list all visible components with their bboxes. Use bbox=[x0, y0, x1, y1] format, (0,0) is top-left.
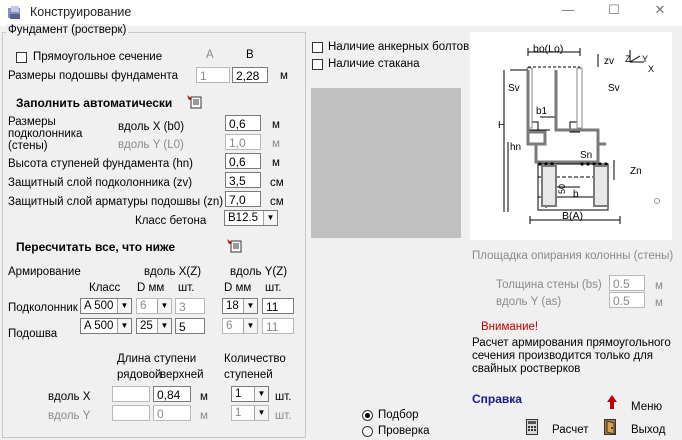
wall-thickness-field[interactable]: 0.5 bbox=[609, 275, 645, 291]
mode-check-radio[interactable] bbox=[362, 426, 373, 437]
base-unit: м bbox=[280, 70, 288, 82]
chevron-down-icon: ▼ bbox=[117, 319, 131, 333]
step-y-pcs: шт. bbox=[275, 410, 292, 422]
podosh-dx-value: 25 bbox=[140, 320, 153, 332]
step-height-unit: м bbox=[272, 157, 280, 169]
along-y-as-unit: м bbox=[655, 297, 663, 309]
warning-line-2: сечения производится только для bbox=[472, 350, 654, 362]
cover-podk-unit: см bbox=[270, 177, 284, 189]
col-b-header: B bbox=[246, 49, 254, 61]
menu-arrow-icon[interactable] bbox=[606, 394, 618, 410]
autofill-label: Заполнить автоматически bbox=[16, 96, 173, 110]
step-x-pcs: шт. bbox=[275, 391, 292, 403]
podk-label-3: (стены) bbox=[8, 140, 48, 152]
podk-dy-select[interactable] bbox=[222, 298, 258, 314]
mode-check-label: Проверка bbox=[378, 425, 430, 437]
minimize-icon[interactable]: — bbox=[561, 2, 575, 17]
ny-header: шт. bbox=[265, 282, 282, 294]
cover-sole-field[interactable]: 7,0 bbox=[225, 191, 261, 207]
exit-door-icon[interactable] bbox=[604, 419, 618, 436]
reinf-along-x: вдоль X(Z) bbox=[144, 266, 202, 278]
recalc-label: Пересчитать все, что ниже bbox=[16, 240, 176, 254]
window-title: Конструирование bbox=[30, 5, 132, 19]
podosh-ny-field[interactable]: 11 bbox=[262, 318, 294, 334]
length-header-2a: рядовой bbox=[117, 369, 162, 381]
glass-label: Наличие стакана bbox=[328, 58, 420, 70]
cover-podk-label: Защитный слой подколонника (zv) bbox=[8, 177, 193, 189]
rect-section-label: Прямоугольное сечение bbox=[33, 51, 163, 63]
podosh-class-select[interactable] bbox=[80, 318, 132, 334]
rect-section-checkbox[interactable] bbox=[16, 52, 27, 63]
step-height-field[interactable]: 0,6 bbox=[225, 153, 261, 169]
label-Sn: Sn bbox=[580, 150, 593, 161]
label-50: 50 bbox=[557, 183, 568, 195]
base-a-field[interactable]: 1 bbox=[196, 67, 230, 83]
chevron-down-icon: ▼ bbox=[254, 406, 268, 420]
step-height-label: Высота ступеней фундамента (hn) bbox=[8, 158, 193, 170]
podk-ny-field[interactable]: 11 bbox=[262, 298, 294, 314]
label-BA: B(A) bbox=[562, 210, 583, 222]
chevron-down-icon: ▼ bbox=[263, 211, 277, 225]
label-sv-right: Sv bbox=[608, 83, 620, 94]
reinf-along-y: вдоль Y(Z) bbox=[230, 266, 288, 278]
label-b0L0: bo(Lo) bbox=[533, 43, 564, 55]
calculator-icon[interactable] bbox=[526, 419, 538, 435]
base-size-label: Размеры подошвы фундамента bbox=[8, 70, 178, 82]
steps-along-y-label: вдоль Y bbox=[48, 410, 91, 422]
label-zn: Zn bbox=[630, 166, 642, 177]
step-x-count-value: 1 bbox=[235, 388, 242, 400]
podk-dy-value: 18 bbox=[226, 300, 239, 312]
mode-selection-radio[interactable] bbox=[362, 410, 373, 421]
along-y-label: вдоль Y (L0) bbox=[118, 139, 184, 151]
steps-along-x-label: вдоль X bbox=[48, 391, 91, 403]
glass-checkbox[interactable] bbox=[312, 59, 323, 70]
step-y-unit: м bbox=[200, 410, 208, 422]
podosh-dx-select[interactable] bbox=[136, 318, 172, 334]
preview-panel bbox=[311, 88, 461, 238]
chevron-down-icon: ▼ bbox=[243, 319, 257, 333]
menu-button[interactable]: Меню bbox=[631, 401, 663, 413]
warning-line-3: свайных ростверков bbox=[472, 363, 581, 375]
podk-label-1: Размеры bbox=[8, 116, 56, 128]
base-b-field[interactable]: 2,28 bbox=[232, 67, 268, 83]
podk-nx-field[interactable]: 3 bbox=[175, 298, 205, 314]
along-y-as-field[interactable]: 0.5 bbox=[609, 292, 645, 308]
cover-sole-label: Защитный слой арматуры подошвы (zn) bbox=[8, 196, 224, 208]
along-x-field[interactable]: 0,6 bbox=[225, 115, 261, 131]
podk-class-value: A 500 bbox=[84, 300, 114, 312]
anchor-bolts-checkbox[interactable] bbox=[312, 42, 323, 53]
warning-line-1: Расчет армирования прямоугольного bbox=[472, 337, 671, 349]
anchor-bolts-label: Наличие анкерных болтов bbox=[328, 41, 470, 53]
app-icon bbox=[6, 4, 24, 22]
step-x-top-field[interactable]: 0,84 bbox=[153, 386, 191, 402]
col-a-header: A bbox=[206, 49, 214, 61]
label-H: H bbox=[498, 120, 506, 131]
dy-header: D мм bbox=[224, 282, 252, 294]
cover-sole-unit: см bbox=[270, 196, 284, 208]
column-platform-title: Площадка опирания колонны (стены) bbox=[472, 250, 674, 262]
along-x-unit: м bbox=[272, 119, 280, 131]
podosh-nx-field[interactable]: 5 bbox=[175, 318, 205, 334]
warning-title: Внимание! bbox=[481, 321, 539, 333]
count-header-2: ступеней bbox=[224, 369, 273, 381]
exit-button[interactable]: Выход bbox=[631, 424, 666, 436]
length-header-1: Длина ступени bbox=[117, 353, 197, 365]
chevron-down-icon: ▼ bbox=[254, 387, 268, 401]
count-header-1: Количество bbox=[224, 353, 286, 365]
wall-thickness-label: Толщина стены (bs) bbox=[496, 279, 602, 291]
label-zv: zv bbox=[604, 56, 614, 67]
cover-podk-field[interactable]: 3,5 bbox=[225, 172, 261, 188]
podosh-dy-value: 6 bbox=[226, 320, 233, 332]
concrete-class-value: B12.5 bbox=[228, 212, 259, 224]
class-header: Класс bbox=[89, 282, 121, 294]
foundation-group-title: Фундамент (ростверк) bbox=[8, 24, 127, 36]
autofill-icon[interactable] bbox=[186, 93, 202, 109]
podk-dx-select[interactable] bbox=[136, 298, 172, 314]
step-y-row-field[interactable] bbox=[112, 405, 150, 421]
chevron-down-icon: ▼ bbox=[157, 319, 171, 333]
podk-label-2: подколонника bbox=[8, 128, 83, 140]
chevron-down-icon: ▼ bbox=[117, 299, 131, 313]
chevron-down-icon: ▼ bbox=[157, 299, 171, 313]
dx-header: D мм bbox=[137, 282, 165, 294]
step-x-count-select[interactable] bbox=[231, 386, 269, 402]
along-x-label: вдоль X (b0) bbox=[118, 121, 185, 133]
label-b1: b1 bbox=[536, 106, 548, 117]
section-drawing bbox=[470, 32, 672, 240]
axis-x-label: X bbox=[648, 64, 655, 74]
label-hn: hn bbox=[510, 142, 522, 153]
nx-header: шт. bbox=[178, 282, 195, 294]
along-y-unit: м bbox=[272, 138, 280, 150]
podk-dx-value: 6 bbox=[140, 300, 147, 312]
step-x-row-field[interactable] bbox=[112, 386, 150, 402]
podosh-dy-select[interactable] bbox=[222, 318, 258, 334]
recalc-icon[interactable] bbox=[226, 237, 242, 253]
chevron-down-icon: ▼ bbox=[243, 299, 257, 313]
podk-row-label: Подколонник bbox=[8, 302, 78, 314]
maximize-icon[interactable]: ☐ bbox=[608, 2, 620, 17]
along-y-field[interactable]: 1,0 bbox=[225, 134, 261, 150]
podosh-row-label: Подошва bbox=[8, 328, 58, 340]
label-sv-left: Sv bbox=[508, 83, 520, 94]
step-y-top-field[interactable]: 0 bbox=[153, 405, 191, 421]
reinf-label: Армирование bbox=[8, 266, 81, 278]
along-y-as-label: вдоль Y (as) bbox=[496, 296, 562, 308]
concrete-class-label: Класс бетона bbox=[135, 215, 207, 227]
step-y-count-select[interactable] bbox=[231, 405, 269, 421]
close-icon[interactable]: ✕ bbox=[654, 2, 666, 17]
step-x-unit: м bbox=[200, 391, 208, 403]
wall-thickness-unit: м bbox=[655, 280, 663, 292]
step-y-count-value: 1 bbox=[235, 407, 242, 419]
podosh-class-value: A 500 bbox=[84, 320, 114, 332]
podk-class-select[interactable] bbox=[80, 298, 132, 314]
axis-z-label: Z bbox=[625, 54, 631, 64]
length-header-2b: верхней bbox=[160, 369, 204, 381]
axis-y-label: Y bbox=[642, 54, 649, 64]
help-link[interactable]: Справка bbox=[472, 392, 522, 406]
calc-button[interactable]: Расчет bbox=[552, 424, 589, 436]
mode-selection-label: Подбор bbox=[378, 409, 419, 421]
label-b: b bbox=[573, 189, 579, 200]
concrete-class-select[interactable] bbox=[224, 210, 278, 226]
